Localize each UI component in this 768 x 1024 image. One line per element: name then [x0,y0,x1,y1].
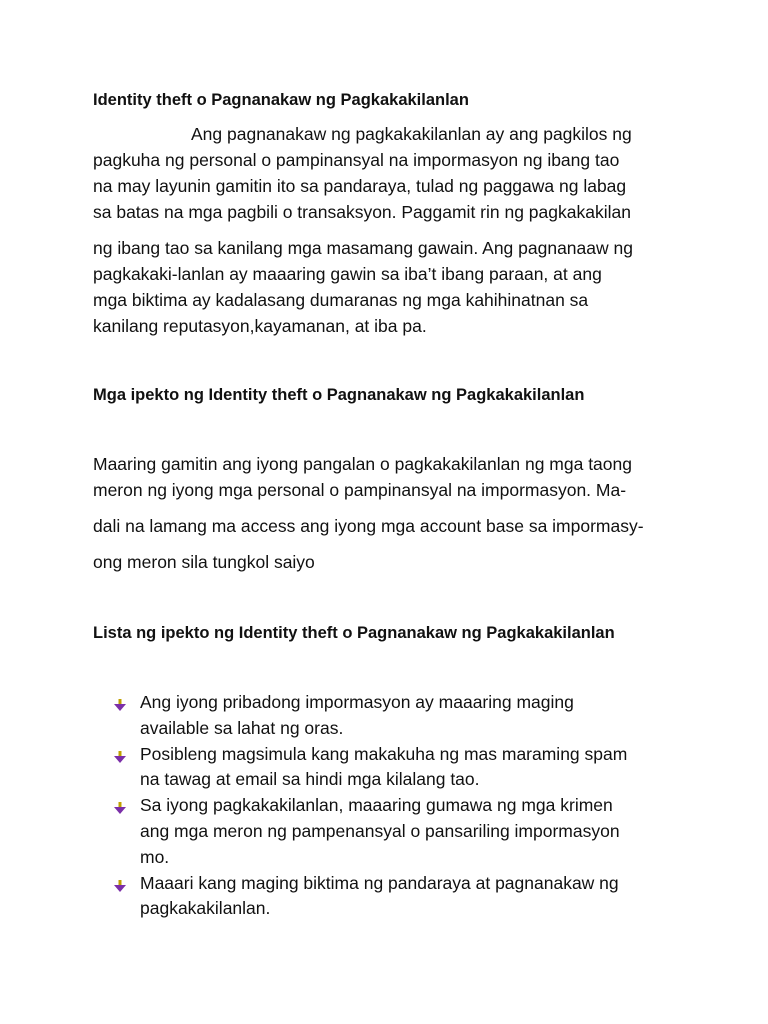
paragraph-line: pagkuha ng personal o pampinansyal na impormasyon ng ibang tao [93,150,620,170]
arrow-down-bullet-icon [114,751,126,763]
paragraph-line: mga biktima ay kadalasang dumaranas ng mga kahihinatnan sa [93,290,589,310]
arrow-down-bullet-icon [114,880,126,892]
list-item-text: Sa iyong pagkakakilanlan, maaaring gumawa ng mga krimen [140,795,613,816]
paragraph-line: meron ng iyong mga personal o pampinansyal na impormasyon. Ma- [93,480,627,500]
list-item [112,690,692,742]
paragraph-definition [93,124,683,344]
paragraph-line: ong meron sila tungkol saiyo [93,552,315,572]
paragraph-line: pagkakaki-lanlan ay maaaring gawin sa iba’t ibang paraan, at ang [93,264,602,284]
arrow-down-bullet-icon [114,802,126,814]
paragraph-line: dali na lamang ma access ang iyong mga account base sa impormasy- [93,516,644,536]
list-item-text: na tawag at email sa hindi mga kilalang tao. [140,769,480,790]
list-item-text: pagkakakilanlan. [140,898,271,919]
arrow-down-bullet-icon [114,699,126,711]
list-item-text: ang mga meron ng pampenansyal o pansariling impormasyon [140,820,620,841]
heading-effects-list: Lista ng ipekto ng Identity theft o Pagnanakaw ng Pagkakakilanlan [93,624,615,642]
list-item-text: Ang iyong pribadong impormasyon ay maaaring maging [140,692,574,712]
list-item [112,742,692,794]
heading-effects: Mga ipekto ng Identity theft o Pagnanakaw ng Pagkakakilanlan [93,386,585,404]
effects-bullet-list [112,690,692,922]
paragraph-line: kanilang reputasyon,kayamanan, at iba pa. [93,316,427,336]
paragraph-line: sa batas na mga pagbili o transaksyon. Paggamit rin ng pagkakakilan [93,202,631,222]
paragraph-line: ng ibang tao sa kanilang mga masamang gawain. Ang pagnanaaw ng [93,238,633,258]
paragraph-line: Maaring gamitin ang iyong pangalan o pagkakakilanlan ng mga taong [93,454,632,474]
list-item [112,793,692,870]
paragraph-line: Ang pagnanakaw ng pagkakakilanlan ay ang pagkilos ng [191,124,632,144]
list-item-text: Posibleng magsimula kang makakuha ng mas maraming spam [140,743,628,764]
list-item [112,871,692,923]
paragraph-line: na may layunin gamitin ito sa pandaraya, tulad ng paggawa ng labag [93,176,627,196]
list-item-text: mo. [140,846,170,867]
list-item-text: Maaari kang maging biktima ng pandaraya at pagnanakaw ng [140,872,619,893]
paragraph-effects [93,454,683,584]
heading-identity-theft: Identity theft o Pagnanakaw ng Pagkakakilanlan [93,91,469,109]
list-item-text: available sa lahat ng oras. [140,717,344,738]
